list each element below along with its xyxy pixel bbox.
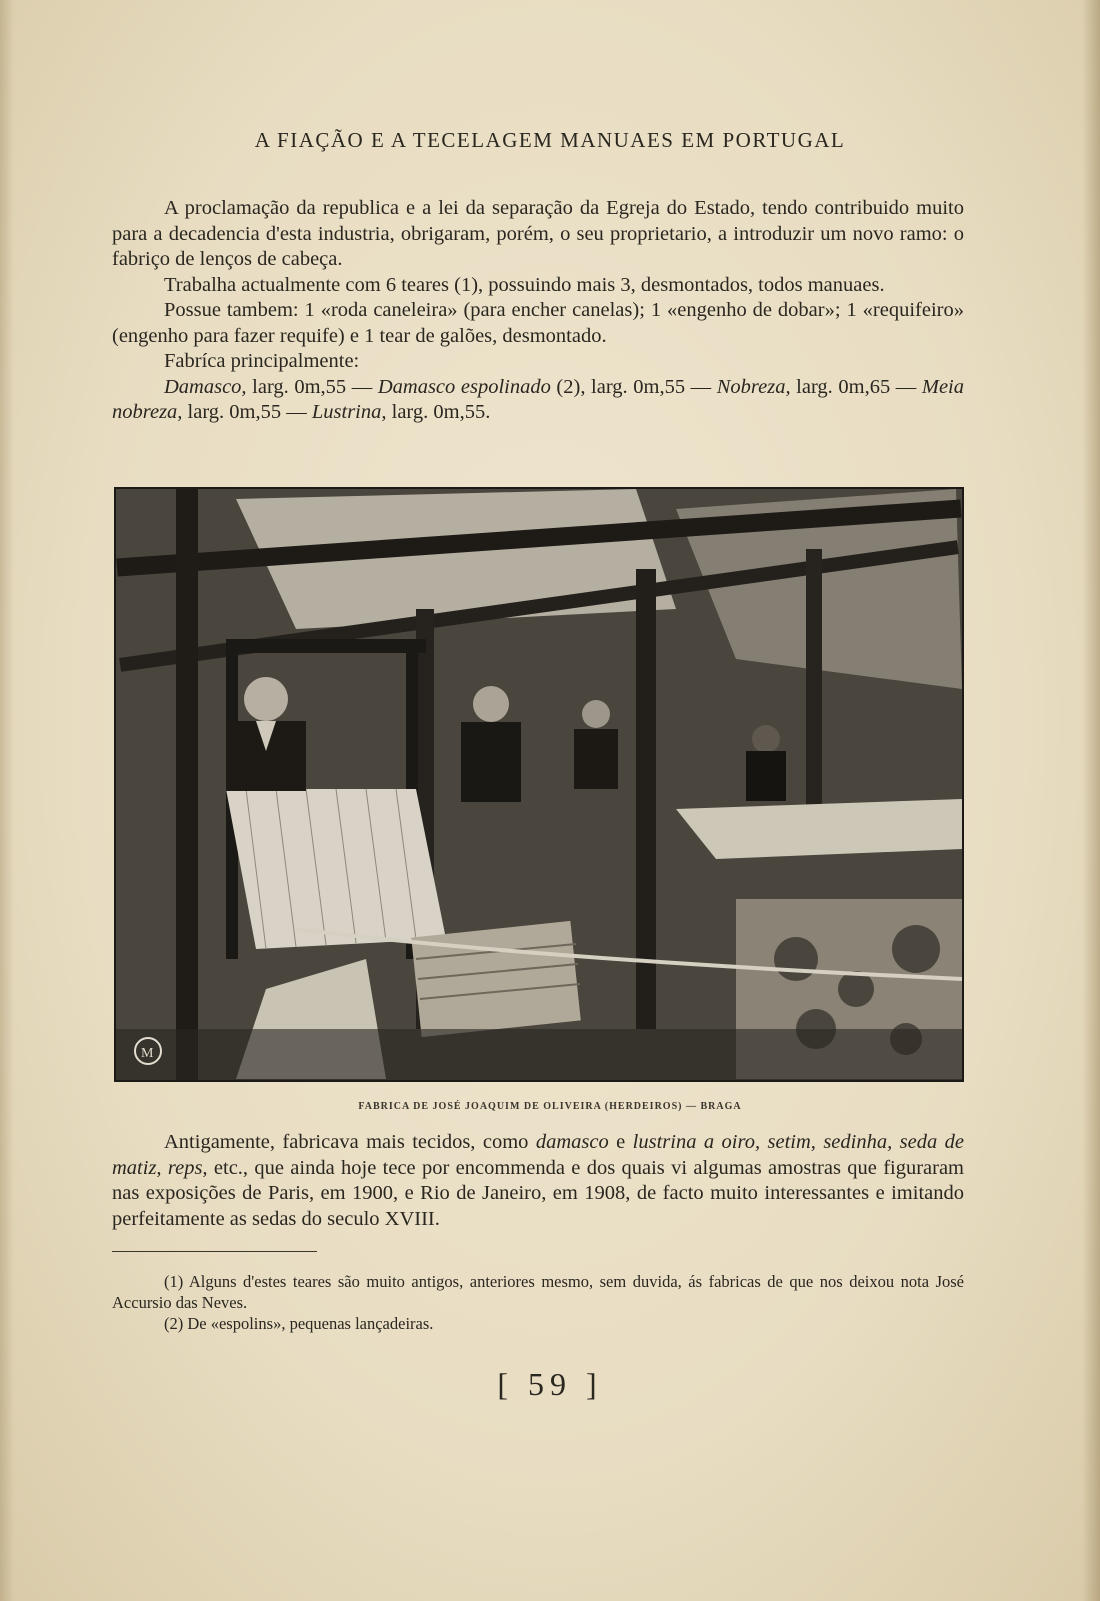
antigamente-fabrics: lustrina a oiro, setim, sedinha, seda de matiz, reps, [112, 1131, 964, 1179]
footnote-2: (2) De «espolins», pequenas lançadeiras. [164, 1314, 434, 1333]
antigamente-part2: e [608, 1131, 633, 1153]
fabric-lustrina-width: larg. 0m,55. [386, 401, 491, 423]
weaving-workshop-photo [114, 487, 964, 1082]
running-head: A FIAÇÃO E A TECELAGEM MANUAES EM PORTUGAL [254, 128, 846, 152]
fabric-damasco-espolinado: Damasco espolinado [377, 375, 551, 398]
fabric-meia-nobreza: Meia nobreza, [112, 375, 964, 423]
body-text-top [112, 196, 964, 426]
page-shadow-right [1082, 0, 1100, 1601]
fabric-damasco-espolinado-width: (2), larg. 0m,55 — [550, 375, 717, 398]
footnote-1: (1) Alguns d'estes teares são muito antigos, anteriores mesmo, sem duvida, ás fabricas de que nos deixou nota José Accursio das Neves. [112, 1272, 964, 1312]
paragraph-fabrica: Fabríca principalmente: [164, 350, 360, 372]
footnotes [112, 1271, 964, 1334]
fabric-nobreza-width: larg. 0m,65 — [790, 375, 922, 398]
svg-text:M: M [141, 1046, 154, 1061]
body-text-bottom [112, 1130, 964, 1232]
fabric-nobreza: Nobreza, [716, 375, 791, 398]
footnote-rule [112, 1251, 317, 1252]
antigamente-damasco: damasco [535, 1131, 609, 1153]
paragraph-possue: Possue tambem: 1 «roda caneleira» (para encher canelas); 1 «engenho de dobar»; 1 «requifeiro» (engenho para fazer requife) e 1 tear de galões, desmontado. [112, 299, 964, 347]
paragraph-teares: Trabalha actualmente com 6 teares (1), possuindo mais 3, desmontados, todos manuaes. [164, 273, 885, 296]
fabric-lustrina: Lustrina, [311, 401, 387, 423]
photo-caption: FABRICA DE JOSÉ JOAQUIM DE OLIVEIRA (HERDEIROS) — BRAGA [358, 1101, 742, 1112]
page-number: [ 59 ] [497, 1366, 603, 1402]
antigamente-part1: Antigamente, fabricava mais tecidos, como [164, 1131, 536, 1153]
fabric-damasco-width: larg. 0m,55 — [246, 375, 378, 398]
paragraph-antigamente [112, 1130, 964, 1232]
paragraph-proclamacao: A proclamação da republica e a lei da separação da Egreja do Estado, tendo contribuido muito para a decadencia d'esta industria, obrigaram, porém, o seu proprietario, a introduzir um novo ramo: o fabriço de lenços de cabeça. [112, 197, 964, 270]
fabric-damasco: Damasco, [164, 375, 247, 398]
photo-illustration [116, 489, 962, 1080]
fabric-list [112, 375, 964, 426]
fabric-meia-nobreza-width: larg. 0m,55 — [182, 401, 312, 423]
antigamente-part3: etc., que ainda hoje tece por encommenda e dos quais vi algumas amostras que figuraram nas exposições de Paris, em 1900, e Rio de Janeiro, em 1908, de facto muito interessantes e imitando perfeitamente as sedas do seculo XVIII. [112, 1156, 965, 1230]
page-shadow-left [0, 0, 14, 1601]
